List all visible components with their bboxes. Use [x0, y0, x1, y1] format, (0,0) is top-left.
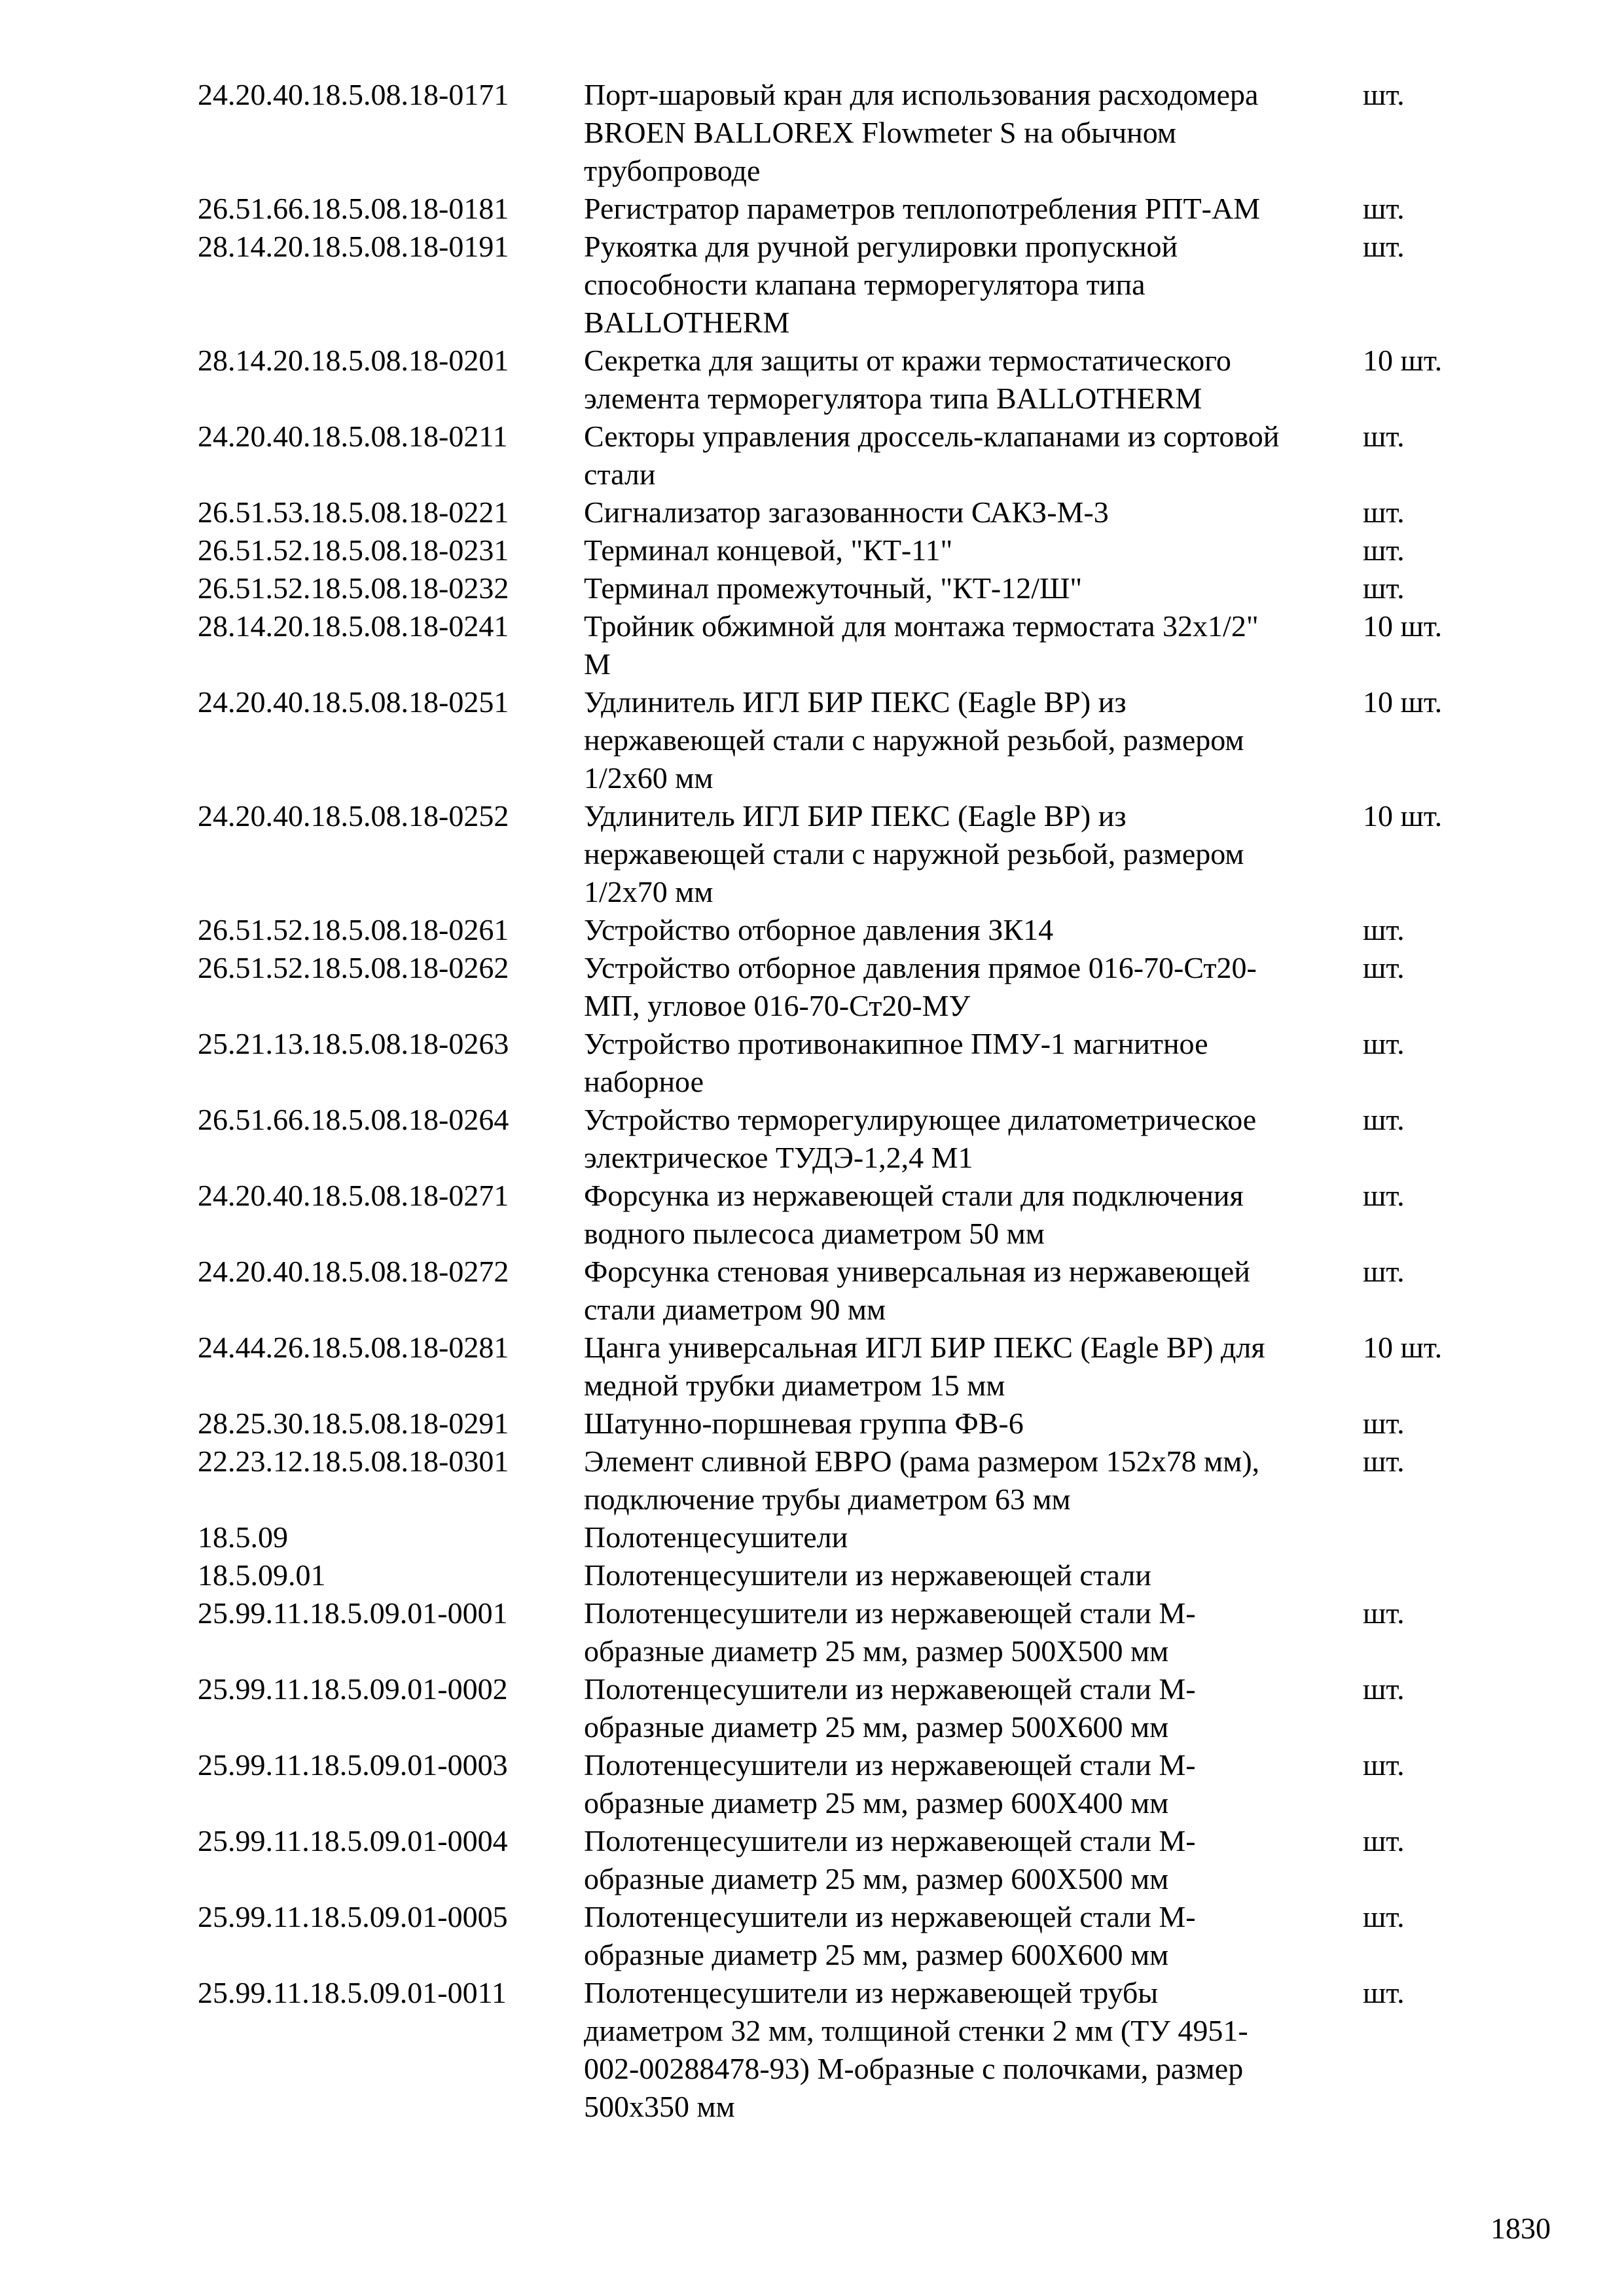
row-code: 28.14.20.18.5.08.18-0241 [198, 609, 509, 643]
catalog-row [198, 1405, 1481, 1443]
row-unit: шт. [1363, 951, 1405, 984]
row-code: 22.23.12.18.5.08.18-0301 [198, 1444, 509, 1478]
row-unit: шт. [1363, 495, 1405, 529]
catalog-row [198, 911, 1481, 949]
row-code: 26.51.52.18.5.08.18-0232 [198, 571, 509, 605]
row-name: Полотенцесушители из нержавеющей стали М- образные диаметр 25 мм, размер 500Х600 мм [584, 1672, 1196, 1744]
row-code: 26.51.53.18.5.08.18-0221 [198, 495, 509, 529]
row-name: Терминал промежуточный, "КТ-12/Ш" [584, 571, 1083, 605]
row-unit: шт. [1363, 1596, 1405, 1630]
row-code: 28.25.30.18.5.08.18-0291 [198, 1407, 509, 1440]
row-name: Тройник обжимной для монтажа термостата 32х1/2" М [584, 609, 1259, 681]
row-code: 26.51.52.18.5.08.18-0261 [198, 913, 509, 946]
row-name: Форсунка стеновая универсальная из нержавеющей стали диаметром 90 мм [584, 1255, 1250, 1326]
row-unit: шт. [1363, 1255, 1405, 1288]
catalog-row [198, 1101, 1481, 1177]
row-unit: 10 шт. [1363, 344, 1443, 377]
catalog-row [198, 1898, 1481, 1974]
row-name: Секторы управления дроссель-клапанами из сортовой стали [584, 420, 1280, 491]
row-code: 24.20.40.18.5.08.18-0271 [198, 1179, 509, 1212]
row-unit: шт. [1363, 230, 1405, 263]
catalog-table [198, 76, 1481, 2126]
row-code: 28.14.20.18.5.08.18-0201 [198, 344, 509, 377]
row-name: Элемент сливной ЕВРО (рама размером 152х78 мм), подключение трубы диаметром 63 мм [584, 1444, 1260, 1516]
row-name: Полотенцесушители из нержавеющей трубы диаметром 32 мм, толщиной стенки 2 мм (ТУ 4951- 002-00288478-93) М-образные с полочками, размер 500х350 мм [584, 1976, 1248, 2123]
row-unit: шт. [1363, 1748, 1405, 1782]
row-code: 25.99.11.18.5.09.01-0005 [198, 1900, 508, 1933]
row-code: 24.20.40.18.5.08.18-0252 [198, 799, 509, 833]
row-code: 18.5.09.01 [198, 1558, 326, 1592]
row-name: Устройство противонакипное ПМУ-1 магнитное наборное [584, 1027, 1208, 1098]
row-name: Удлинитель ИГЛ БИР ПЕКС (Eagle BP) из нержавеющей стали с наружной резьбой, размером 1/2х60 мм [584, 685, 1244, 795]
row-code: 24.20.40.18.5.08.18-0171 [198, 78, 509, 111]
row-code: 26.51.52.18.5.08.18-0231 [198, 533, 509, 567]
row-code: 18.5.09 [198, 1520, 288, 1554]
row-code: 26.51.66.18.5.08.18-0181 [198, 192, 509, 225]
page-number: 1830 [1490, 2212, 1551, 2245]
row-unit: 10 шт. [1363, 609, 1443, 643]
catalog-row [198, 797, 1481, 911]
catalog-row [198, 342, 1481, 418]
row-name: Секретка для защиты от кражи термостатического элемента терморегулятора типа BALLOTHERM [584, 344, 1231, 415]
row-name: Устройство отборное давления прямое 016-70-Ст20- МП, угловое 016-70-Ст20-МУ [584, 951, 1257, 1022]
row-name: Регистратор параметров теплопотребления РПТ-АМ [584, 192, 1261, 225]
catalog-row [198, 683, 1481, 797]
row-unit: шт. [1363, 1027, 1405, 1060]
catalog-row [198, 949, 1481, 1025]
row-name: Порт-шаровый кран для использования расходомера BROEN BALLOREX Flowmeter S на обычном трубопроводе [584, 78, 1259, 187]
catalog-row [198, 493, 1481, 531]
row-name: Полотенцесушители из нержавеющей стали М- образные диаметр 25 мм, размер 600Х600 мм [584, 1900, 1196, 1971]
row-unit: шт. [1363, 1824, 1405, 1857]
row-name: Полотенцесушители из нержавеющей стали М- образные диаметр 25 мм, размер 600Х400 мм [584, 1748, 1196, 1820]
catalog-row [198, 1177, 1481, 1253]
row-unit: 10 шт. [1363, 1331, 1443, 1364]
catalog-row [198, 569, 1481, 607]
catalog-row [198, 1556, 1481, 1594]
row-unit: шт. [1363, 571, 1405, 605]
row-name: Форсунка из нержавеющей стали для подключения водного пылесоса диаметром 50 мм [584, 1179, 1244, 1250]
catalog-row [198, 1822, 1481, 1898]
row-name: Полотенцесушители из нержавеющей стали М- образные диаметр 25 мм, размер 500Х500 мм [584, 1596, 1196, 1668]
row-name: Удлинитель ИГЛ БИР ПЕКС (Eagle BP) из нержавеющей стали с наружной резьбой, размером 1/2х70 мм [584, 799, 1244, 908]
catalog-row [198, 1518, 1481, 1556]
row-unit: 10 шт. [1363, 799, 1443, 833]
row-unit: шт. [1363, 1672, 1405, 1706]
catalog-row [198, 607, 1481, 683]
catalog-row [198, 1443, 1481, 1518]
row-unit: шт. [1363, 420, 1405, 453]
row-unit: шт. [1363, 1976, 1405, 2009]
row-unit: шт. [1363, 192, 1405, 225]
row-name: Полотенцесушители из нержавеющей стали [584, 1558, 1151, 1592]
row-unit: шт. [1363, 1103, 1405, 1136]
row-unit: 10 шт. [1363, 685, 1443, 719]
row-code: 25.99.11.18.5.09.01-0002 [198, 1672, 508, 1706]
catalog-row [198, 1594, 1481, 1670]
row-name: Рукоятка для ручной регулировки пропускной способности клапана терморегулятора типа BALLOTHERM [584, 230, 1178, 339]
row-name: Сигнализатор загазованности САКЗ-М-3 [584, 495, 1109, 529]
row-unit: шт. [1363, 1900, 1405, 1933]
row-name: Полотенцесушители из нержавеющей стали М- образные диаметр 25 мм, размер 600Х500 мм [584, 1824, 1196, 1895]
catalog-row [198, 1329, 1481, 1405]
row-unit: шт. [1363, 1444, 1405, 1478]
row-name: Терминал концевой, "КТ-11" [584, 533, 953, 567]
row-code: 24.20.40.18.5.08.18-0251 [198, 685, 509, 719]
row-code: 28.14.20.18.5.08.18-0191 [198, 230, 509, 263]
row-name: Устройство терморегулирующее дилатометрическое электрическое ТУДЭ-1,2,4 М1 [584, 1103, 1257, 1174]
row-code: 25.99.11.18.5.09.01-0011 [198, 1976, 507, 2009]
catalog-row [198, 418, 1481, 493]
catalog-row [198, 76, 1481, 190]
catalog-row [198, 1974, 1481, 2126]
row-code: 26.51.66.18.5.08.18-0264 [198, 1103, 509, 1136]
row-code: 24.20.40.18.5.08.18-0211 [198, 420, 508, 453]
catalog-row [198, 1253, 1481, 1329]
row-unit: шт. [1363, 1407, 1405, 1440]
row-name: Шатунно-поршневая группа ФВ-6 [584, 1407, 1024, 1440]
row-unit: шт. [1363, 533, 1405, 567]
row-unit: шт. [1363, 1179, 1405, 1212]
catalog-row [198, 190, 1481, 228]
catalog-row [198, 228, 1481, 342]
catalog-row [198, 1670, 1481, 1746]
row-unit: шт. [1363, 913, 1405, 946]
row-code: 24.20.40.18.5.08.18-0272 [198, 1255, 509, 1288]
row-name: Полотенцесушители [584, 1520, 848, 1554]
row-name: Устройство отборное давления ЗК14 [584, 913, 1054, 946]
catalog-row [198, 531, 1481, 569]
catalog-row [198, 1025, 1481, 1101]
row-unit: шт. [1363, 78, 1405, 111]
row-name: Цанга универсальная ИГЛ БИР ПЕКС (Eagle BP) для медной трубки диаметром 15 мм [584, 1331, 1265, 1402]
row-code: 25.99.11.18.5.09.01-0001 [198, 1596, 508, 1630]
row-code: 24.44.26.18.5.08.18-0281 [198, 1331, 509, 1364]
catalog-row [198, 1746, 1481, 1822]
row-code: 25.99.11.18.5.09.01-0003 [198, 1748, 508, 1782]
row-code: 25.21.13.18.5.08.18-0263 [198, 1027, 509, 1060]
row-code: 26.51.52.18.5.08.18-0262 [198, 951, 509, 984]
row-code: 25.99.11.18.5.09.01-0004 [198, 1824, 508, 1857]
